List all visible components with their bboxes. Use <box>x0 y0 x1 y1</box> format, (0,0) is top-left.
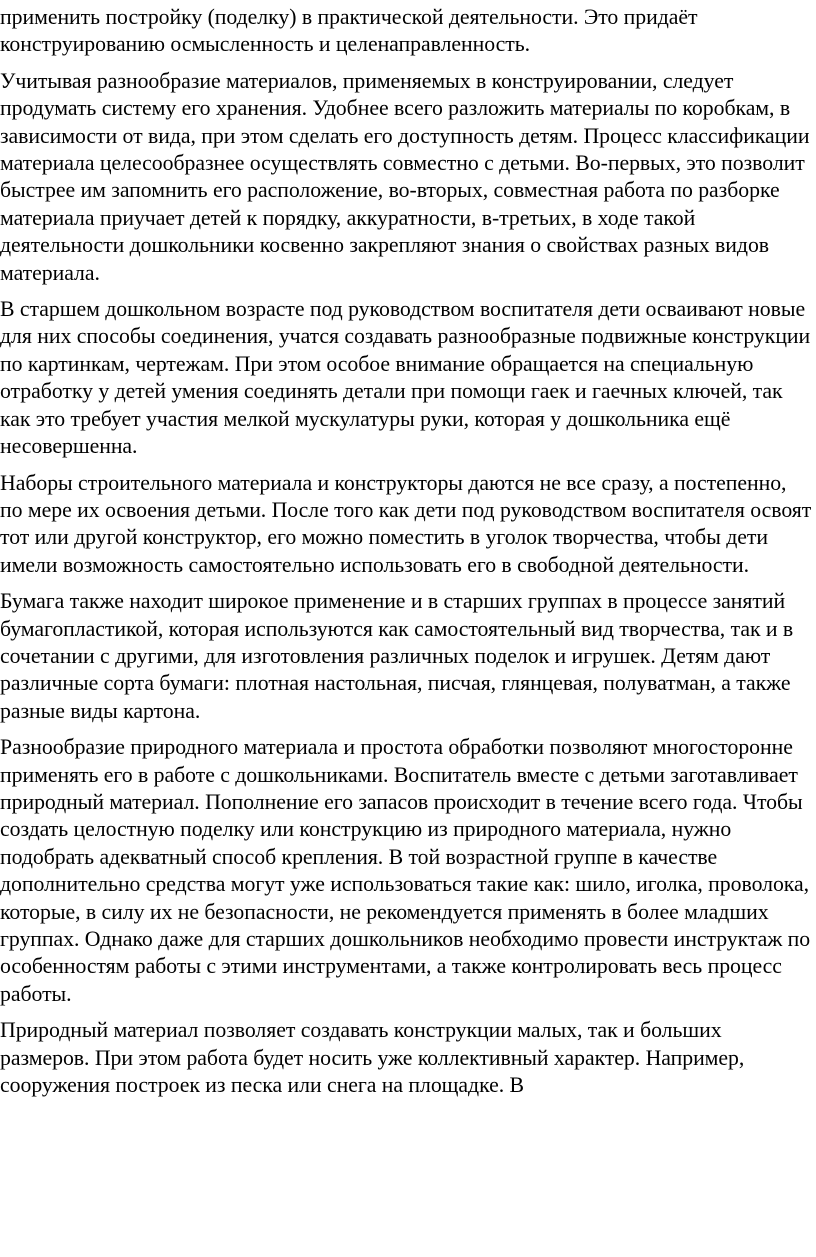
paragraph-2: Учитывая разнообразие материалов, применяемых в конструировании, следует продумать систему его хранения. Удобнее всего разложить материалы по коробкам, в зависимости от вида, при этом сделать его доступность детям. Процесс классификации материала целесообразнее осуществлять совместно с детьми. Во-первых, это позволит быстрее им запомнить его расположение, во-вторых, совместная работа по разборке материала приучает детей к порядку, аккуратности, в-третьих, в ходе такой деятельности дошкольники косвенно закрепляют знания о свойствах разных видов материала. <box>0 68 810 285</box>
paragraph-6: Разнообразие природного материала и простота обработки позволяют многосторонне применять его в работе с дошкольниками. Воспитатель вместе с детьми заготавливает природный материал. Пополнение его запасов происходит в течение всего года. Чтобы создать целостную поделку или конструкцию из природного материала, нужно подобрать адекватный способ крепления. В той возрастной группе в качестве дополнительно средства могут уже использоваться такие как: шило, иголка, проволока, которые, в силу их не безопасности, не рекомендуется применять в более младших группах. Однако даже для старших дошкольников необходимо провести инструктаж по особенностям работы с этими инструментами, а также контролировать весь процесс работы. <box>0 735 811 1006</box>
paragraph-7: Природный материал позволяет создавать конструкции малых, так и больших размеров. При этом работа будет носить уже коллективный характер. Например, сооружения построек из песка или снега на площадке. В <box>0 1018 745 1098</box>
paragraph-3: В старшем дошкольном возрасте под руководством воспитателя дети осваивают новые для них способы соединения, учатся создавать разнообразные подвижные конструкции по картинкам, чертежам. При этом особое внимание обращается на специальную отработку у детей умения соединять детали при помощи гаек и гаечных ключей, так как это требует участия мелкой мускулатуры руки, которая у дошкольника ещё несовершенна. <box>0 297 811 459</box>
paragraph-4: Наборы строительного материала и конструкторы даются не все сразу, а постепенно, по мере их освоения детьми. После того как дети под руководством воспитателя освоят тот или другой конструктор, его можно поместить в уголок творчества, чтобы дети имели возможность самостоятельно использовать его в свободной деятельности. <box>0 470 812 577</box>
paragraph-1: применить постройку (поделку) в практической деятельности. Это придаёт конструированию осмысленность и целенаправленность. <box>0 5 698 57</box>
paragraph-5: Бумага также находит широкое применение и в старших группах в процессе занятий бумагопластикой, которая используются как самостоятельный вид творчества, так и в сочетании с другими, для изготовления различных поделок и игрушек. Детям дают различные сорта бумаги: плотная настольная, писчая, глянцевая, полуватман, а также разные виды картона. <box>0 589 794 723</box>
